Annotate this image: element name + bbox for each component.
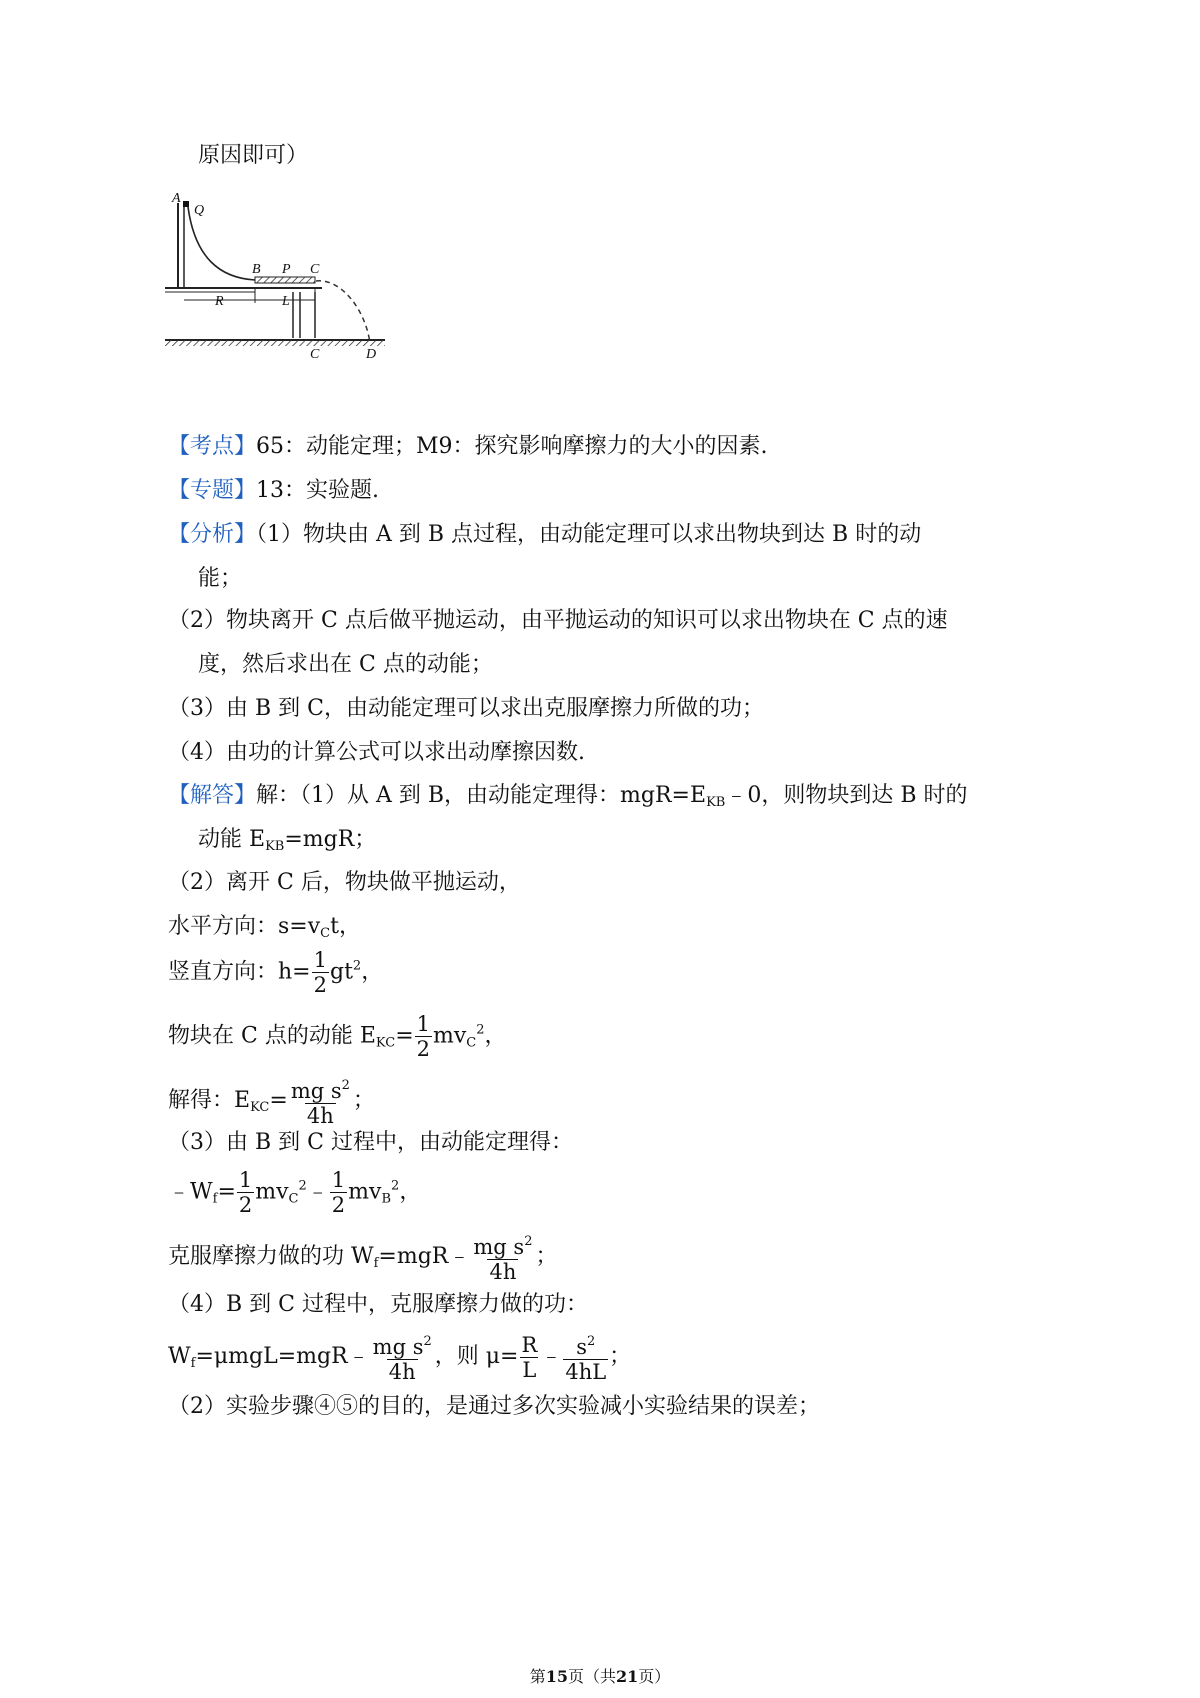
frac-den: 2 bbox=[331, 1193, 346, 1217]
kaodian-line bbox=[168, 432, 768, 462]
block-q bbox=[183, 201, 189, 207]
jieda-12c: ，则 μ= bbox=[434, 1344, 519, 1369]
fenxi-1b: 能； bbox=[198, 566, 243, 591]
jieda-5c: ， bbox=[361, 959, 384, 985]
footer-post: 页） bbox=[638, 1667, 671, 1686]
jieda-line-6 bbox=[168, 1012, 507, 1061]
frac-num-sup: 2 bbox=[423, 1334, 432, 1349]
half-fraction bbox=[312, 948, 329, 997]
frac-num-text: s bbox=[576, 1335, 587, 1359]
rough-surface bbox=[255, 277, 315, 283]
label-c: C bbox=[310, 262, 320, 277]
fenxi-tag: 【分析】 bbox=[168, 522, 257, 547]
left-wall bbox=[178, 203, 184, 288]
fenxi-2b: 度，然后求出在 C 点的动能； bbox=[198, 652, 493, 677]
frac-num-text: mg s bbox=[473, 1235, 525, 1259]
frac-den: 4hL bbox=[565, 1360, 607, 1384]
label-r: R bbox=[215, 294, 224, 309]
half-fraction bbox=[237, 1168, 254, 1217]
zhuanti-line bbox=[168, 476, 379, 506]
jieda-7-sub: KC bbox=[250, 1100, 270, 1115]
jieda-6d: ， bbox=[484, 1023, 507, 1049]
jieda-9-sub3: B bbox=[381, 1191, 392, 1207]
wf-fraction bbox=[471, 1230, 534, 1284]
jieda-1a: 解：（1）从 A 到 B，由动能定理得：mgR=E bbox=[256, 783, 707, 808]
jieda-6a: 物块在 C 点的动能 E bbox=[168, 1023, 376, 1049]
jieda-12d: ﹣ bbox=[540, 1344, 563, 1369]
frac-den: 4h bbox=[489, 1260, 517, 1284]
jieda-2-sub: KB bbox=[265, 839, 285, 854]
frac-den: L bbox=[522, 1357, 537, 1382]
wf-fraction-2 bbox=[371, 1330, 434, 1384]
physics-figure bbox=[160, 188, 390, 373]
jieda-line-10 bbox=[168, 1230, 557, 1284]
kaodian-text: 65：动能定理；M9：探究影响摩擦力的大小的因素. bbox=[256, 434, 768, 459]
page-number: 15 bbox=[545, 1667, 568, 1686]
frac-num bbox=[574, 1330, 597, 1359]
jieda-6b: = bbox=[395, 1023, 414, 1049]
fenxi-3: （3）由 B 到 C，由动能定理可以求出克服摩擦力所做的功； bbox=[168, 696, 764, 721]
jieda-12b: =μmgL=mgR﹣ bbox=[195, 1344, 370, 1369]
page-footer bbox=[0, 1664, 1200, 1687]
frac-num: 1 bbox=[313, 948, 327, 972]
half-fraction bbox=[415, 1012, 432, 1061]
jieda-5-sup: 2 bbox=[352, 958, 362, 974]
jieda-9e: mv bbox=[348, 1179, 382, 1205]
table-legs bbox=[293, 292, 315, 338]
fenxi-2: （2）物块离开 C 点后做平抛运动，由平抛运动的知识可以求出物块在 C 点的速 bbox=[168, 608, 948, 633]
r-over-l-fraction bbox=[520, 1333, 540, 1382]
half-fraction bbox=[330, 1168, 347, 1217]
frac-num: 1 bbox=[331, 1168, 346, 1192]
frac-den: 2 bbox=[238, 1193, 253, 1217]
intro-text: 原因即可） bbox=[198, 143, 309, 168]
s2-over-4hl-fraction bbox=[563, 1330, 608, 1384]
frac-num: 1 bbox=[416, 1012, 430, 1036]
jieda-1b: ﹣0，则物块到达 B 时的 bbox=[725, 783, 968, 808]
jieda-1-sub: KB bbox=[706, 795, 726, 810]
frac-num-text: mg s bbox=[290, 1079, 342, 1103]
jieda-line-5 bbox=[168, 948, 383, 997]
frac-den: 4h bbox=[388, 1360, 416, 1384]
jieda-2a: 动能 E bbox=[198, 827, 266, 852]
jieda-6c: mv bbox=[433, 1023, 467, 1049]
jieda-6-sub2: C bbox=[466, 1035, 477, 1051]
jieda-line-12 bbox=[168, 1330, 631, 1384]
trajectory bbox=[316, 281, 370, 343]
jieda-8: （3）由 B 到 C 过程中，由动能定理得： bbox=[168, 1130, 573, 1155]
jieda-3: （2）离开 C 后，物块做平抛运动， bbox=[168, 870, 521, 895]
jieda-4a: 水平方向：s=v bbox=[168, 914, 321, 939]
frac-den: 2 bbox=[416, 1037, 430, 1061]
jieda-line-1 bbox=[168, 781, 967, 818]
jieda-line-9 bbox=[168, 1168, 421, 1217]
frac-num bbox=[289, 1074, 352, 1103]
footer-mid: 页（共 bbox=[567, 1667, 616, 1686]
frac-num-sup: 2 bbox=[524, 1234, 533, 1249]
jieda-10c: ； bbox=[535, 1244, 558, 1269]
jieda-9-sub2: C bbox=[288, 1191, 299, 1207]
label-p: P bbox=[282, 262, 291, 277]
jieda-10-sub: f bbox=[373, 1256, 379, 1271]
jieda-12a: W bbox=[168, 1344, 191, 1369]
jieda-6-sup: 2 bbox=[476, 1022, 485, 1038]
jieda-11: （4）B 到 C 过程中，克服摩擦力做的功： bbox=[168, 1292, 588, 1317]
frac-den: 4h bbox=[306, 1104, 334, 1128]
jieda-7a: 解得：E bbox=[168, 1088, 251, 1113]
frac-num-sup: 2 bbox=[587, 1334, 596, 1349]
jieda-4b: t， bbox=[330, 914, 361, 939]
kaodian-tag: 【考点】 bbox=[168, 434, 257, 459]
label-c-ground: C bbox=[310, 347, 320, 362]
jieda-10a: 克服摩擦力做的功 W bbox=[168, 1244, 374, 1269]
jieda-6-sub: KC bbox=[375, 1035, 396, 1051]
jieda-2b: =mgR； bbox=[284, 827, 377, 852]
jieda-10b: =mgR﹣ bbox=[378, 1244, 471, 1269]
frac-num-sup: 2 bbox=[341, 1078, 350, 1093]
jieda-12e: ； bbox=[609, 1344, 632, 1369]
fenxi-4: （4）由功的计算公式可以求出动摩擦因数. bbox=[168, 740, 585, 765]
jieda-line-2 bbox=[198, 825, 376, 862]
jieda-9-sup: 2 bbox=[298, 1178, 307, 1194]
page-total: 21 bbox=[616, 1667, 639, 1686]
frac-num: R bbox=[521, 1332, 538, 1357]
jieda-9c: mv bbox=[255, 1179, 289, 1205]
zhuanti-text: 13：实验题. bbox=[256, 478, 380, 503]
frac-num bbox=[471, 1230, 534, 1259]
fenxi-line-1 bbox=[168, 520, 921, 550]
frac-num: 1 bbox=[238, 1168, 253, 1192]
jieda-9-sup2: 2 bbox=[391, 1178, 400, 1194]
ekc-fraction bbox=[289, 1074, 352, 1128]
footer-pre: 第 bbox=[529, 1667, 546, 1686]
frac-den: 2 bbox=[313, 973, 327, 997]
jieda-9d: ﹣ bbox=[306, 1179, 329, 1205]
jieda-5b: gt bbox=[329, 959, 353, 985]
jieda-7b: = bbox=[269, 1088, 288, 1113]
jieda-13: （2）实验步骤④⑤的目的，是通过多次实验减小实验结果的误差； bbox=[168, 1394, 820, 1419]
frac-num bbox=[371, 1330, 434, 1359]
jieda-line-4 bbox=[168, 912, 361, 949]
label-q: Q bbox=[194, 203, 205, 218]
jieda-7c: ； bbox=[352, 1088, 375, 1113]
label-d: D bbox=[366, 347, 377, 362]
jieda-9f: ， bbox=[399, 1179, 422, 1205]
frac-num-text: mg s bbox=[372, 1335, 424, 1359]
jieda-12-sub: f bbox=[190, 1356, 196, 1371]
label-b: B bbox=[252, 262, 261, 277]
zhuanti-tag: 【专题】 bbox=[168, 478, 257, 503]
label-l: L bbox=[282, 294, 290, 309]
jieda-9b: = bbox=[217, 1179, 236, 1205]
jieda-4-sub: C bbox=[320, 926, 331, 941]
jieda-5a: 竖直方向：h= bbox=[168, 959, 311, 985]
jieda-tag: 【解答】 bbox=[168, 783, 257, 808]
label-a: A bbox=[172, 191, 181, 206]
jieda-9a: ﹣W bbox=[168, 1179, 213, 1205]
fenxi-1: （1）物块由 A 到 B 点过程，由动能定理可以求出物块到达 B 时的动 bbox=[256, 522, 922, 547]
jieda-9-sub: f bbox=[212, 1191, 218, 1207]
jieda-line-7 bbox=[168, 1074, 375, 1128]
